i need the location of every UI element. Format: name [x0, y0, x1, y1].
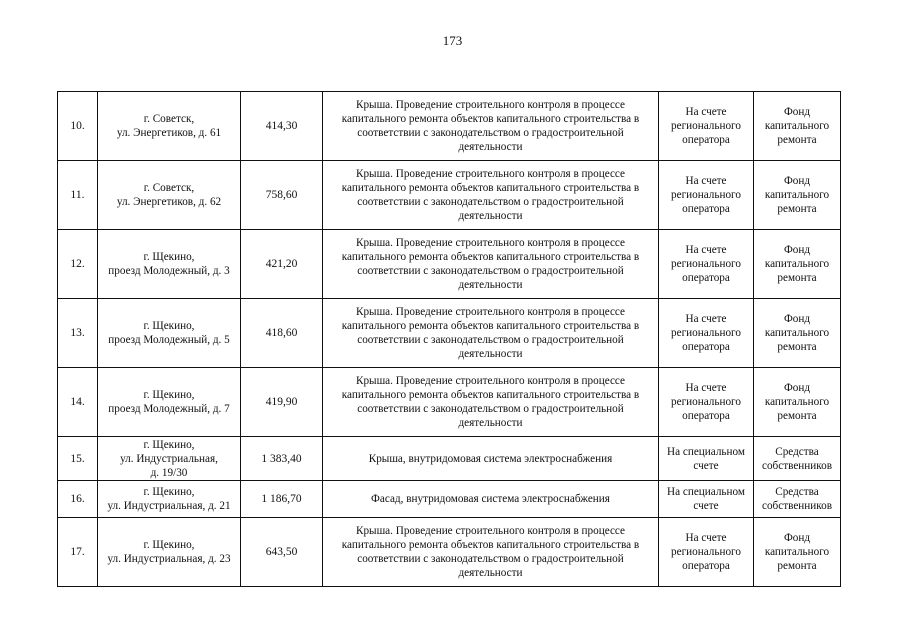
- account-cell: На счете регионального оператора: [659, 92, 754, 161]
- page-number: 173: [442, 33, 463, 48]
- area-cell: 414,30: [241, 92, 323, 161]
- works-cell: Крыша. Проведение строительного контроля в процессе капитального ремонта объектов капитального строительства в соответствии с законодательством о градостроительной деятельности: [323, 518, 659, 587]
- works-cell: Крыша. Проведение строительного контроля в процессе капитального ремонта объектов капитального строительства в соответствии с законодательством о градостроительной деятельности: [323, 299, 659, 368]
- account-cell: На счете регионального оператора: [659, 368, 754, 437]
- funding-cell: Фонд капитального ремонта: [754, 518, 841, 587]
- area-cell: 1 186,70: [241, 481, 323, 518]
- account-cell: На счете регионального оператора: [659, 230, 754, 299]
- address-cell: [98, 299, 241, 368]
- area-cell: 421,20: [241, 230, 323, 299]
- table-row: [58, 299, 841, 368]
- row-number: 14.: [58, 368, 98, 437]
- account-cell: На специальном счете: [659, 481, 754, 518]
- address-house: д. 19/30: [150, 466, 188, 479]
- account-cell: На счете регионального оператора: [659, 299, 754, 368]
- address-street: ул. Энергетиков, д. 61: [116, 127, 222, 139]
- capital-repair-table: [57, 91, 841, 587]
- address-cell: [98, 437, 241, 481]
- address-street: проезд Молодежный, д. 5: [108, 334, 230, 346]
- area-cell: 758,60: [241, 161, 323, 230]
- funding-cell: Фонд капитального ремонта: [754, 299, 841, 368]
- address-cell: [98, 481, 241, 518]
- works-cell: Крыша, внутридомовая система электроснабжения: [323, 437, 659, 481]
- address-city: г. Советск,: [143, 182, 195, 194]
- table-row: [58, 437, 841, 481]
- address-city: г. Щекино,: [143, 438, 195, 451]
- address-cell: [98, 92, 241, 161]
- address-street: ул. Индустриальная, д. 21: [107, 500, 231, 512]
- address-city: г. Щекино,: [143, 320, 195, 332]
- funding-cell: Фонд капитального ремонта: [754, 230, 841, 299]
- funding-cell: Средства собственников: [754, 437, 841, 481]
- works-cell: Крыша. Проведение строительного контроля в процессе капитального ремонта объектов капитального строительства в соответствии с законодательством о градостроительной деятельности: [323, 368, 659, 437]
- address-city: г. Щекино,: [143, 389, 195, 401]
- address-city: г. Щекино,: [143, 486, 195, 498]
- address-cell: [98, 161, 241, 230]
- funding-cell: Средства собственников: [754, 481, 841, 518]
- row-number: 15.: [58, 437, 98, 481]
- table-row: [58, 518, 841, 587]
- area-cell: 418,60: [241, 299, 323, 368]
- row-number: 17.: [58, 518, 98, 587]
- works-cell: Фасад, внутридомовая система электроснабжения: [323, 481, 659, 518]
- works-cell: Крыша. Проведение строительного контроля в процессе капитального ремонта объектов капитального строительства в соответствии с законодательством о градостроительной деятельности: [323, 92, 659, 161]
- address-city: г. Советск,: [143, 113, 195, 125]
- area-cell: 1 383,40: [241, 437, 323, 481]
- funding-cell: Фонд капитального ремонта: [754, 368, 841, 437]
- table-row: [58, 161, 841, 230]
- account-cell: На счете регионального оператора: [659, 161, 754, 230]
- works-cell: Крыша. Проведение строительного контроля в процессе капитального ремонта объектов капитального строительства в соответствии с законодательством о градостроительной деятельности: [323, 230, 659, 299]
- address-cell: [98, 368, 241, 437]
- account-cell: На специальном счете: [659, 437, 754, 481]
- address-street: ул. Индустриальная,: [120, 452, 218, 465]
- funding-cell: Фонд капитального ремонта: [754, 92, 841, 161]
- address-cell: [98, 230, 241, 299]
- address-street: проезд Молодежный, д. 7: [108, 403, 230, 415]
- funding-cell: Фонд капитального ремонта: [754, 161, 841, 230]
- address-city: г. Щекино,: [143, 251, 195, 263]
- account-cell: На счете регионального оператора: [659, 518, 754, 587]
- area-cell: 643,50: [241, 518, 323, 587]
- address-street: проезд Молодежный, д. 3: [108, 265, 230, 277]
- address-street: ул. Энергетиков, д. 62: [116, 196, 222, 208]
- row-number: 10.: [58, 92, 98, 161]
- row-number: 12.: [58, 230, 98, 299]
- table-row: [58, 230, 841, 299]
- address-cell: [98, 518, 241, 587]
- table-row: [58, 481, 841, 518]
- area-cell: 419,90: [241, 368, 323, 437]
- row-number: 11.: [58, 161, 98, 230]
- row-number: 16.: [58, 481, 98, 518]
- table-row: [58, 368, 841, 437]
- address-city: г. Щекино,: [143, 539, 195, 551]
- address-street: ул. Индустриальная, д. 23: [107, 553, 231, 565]
- works-cell: Крыша. Проведение строительного контроля в процессе капитального ремонта объектов капитального строительства в соответствии с законодательством о градостроительной деятельности: [323, 161, 659, 230]
- table-row: [58, 92, 841, 161]
- row-number: 13.: [58, 299, 98, 368]
